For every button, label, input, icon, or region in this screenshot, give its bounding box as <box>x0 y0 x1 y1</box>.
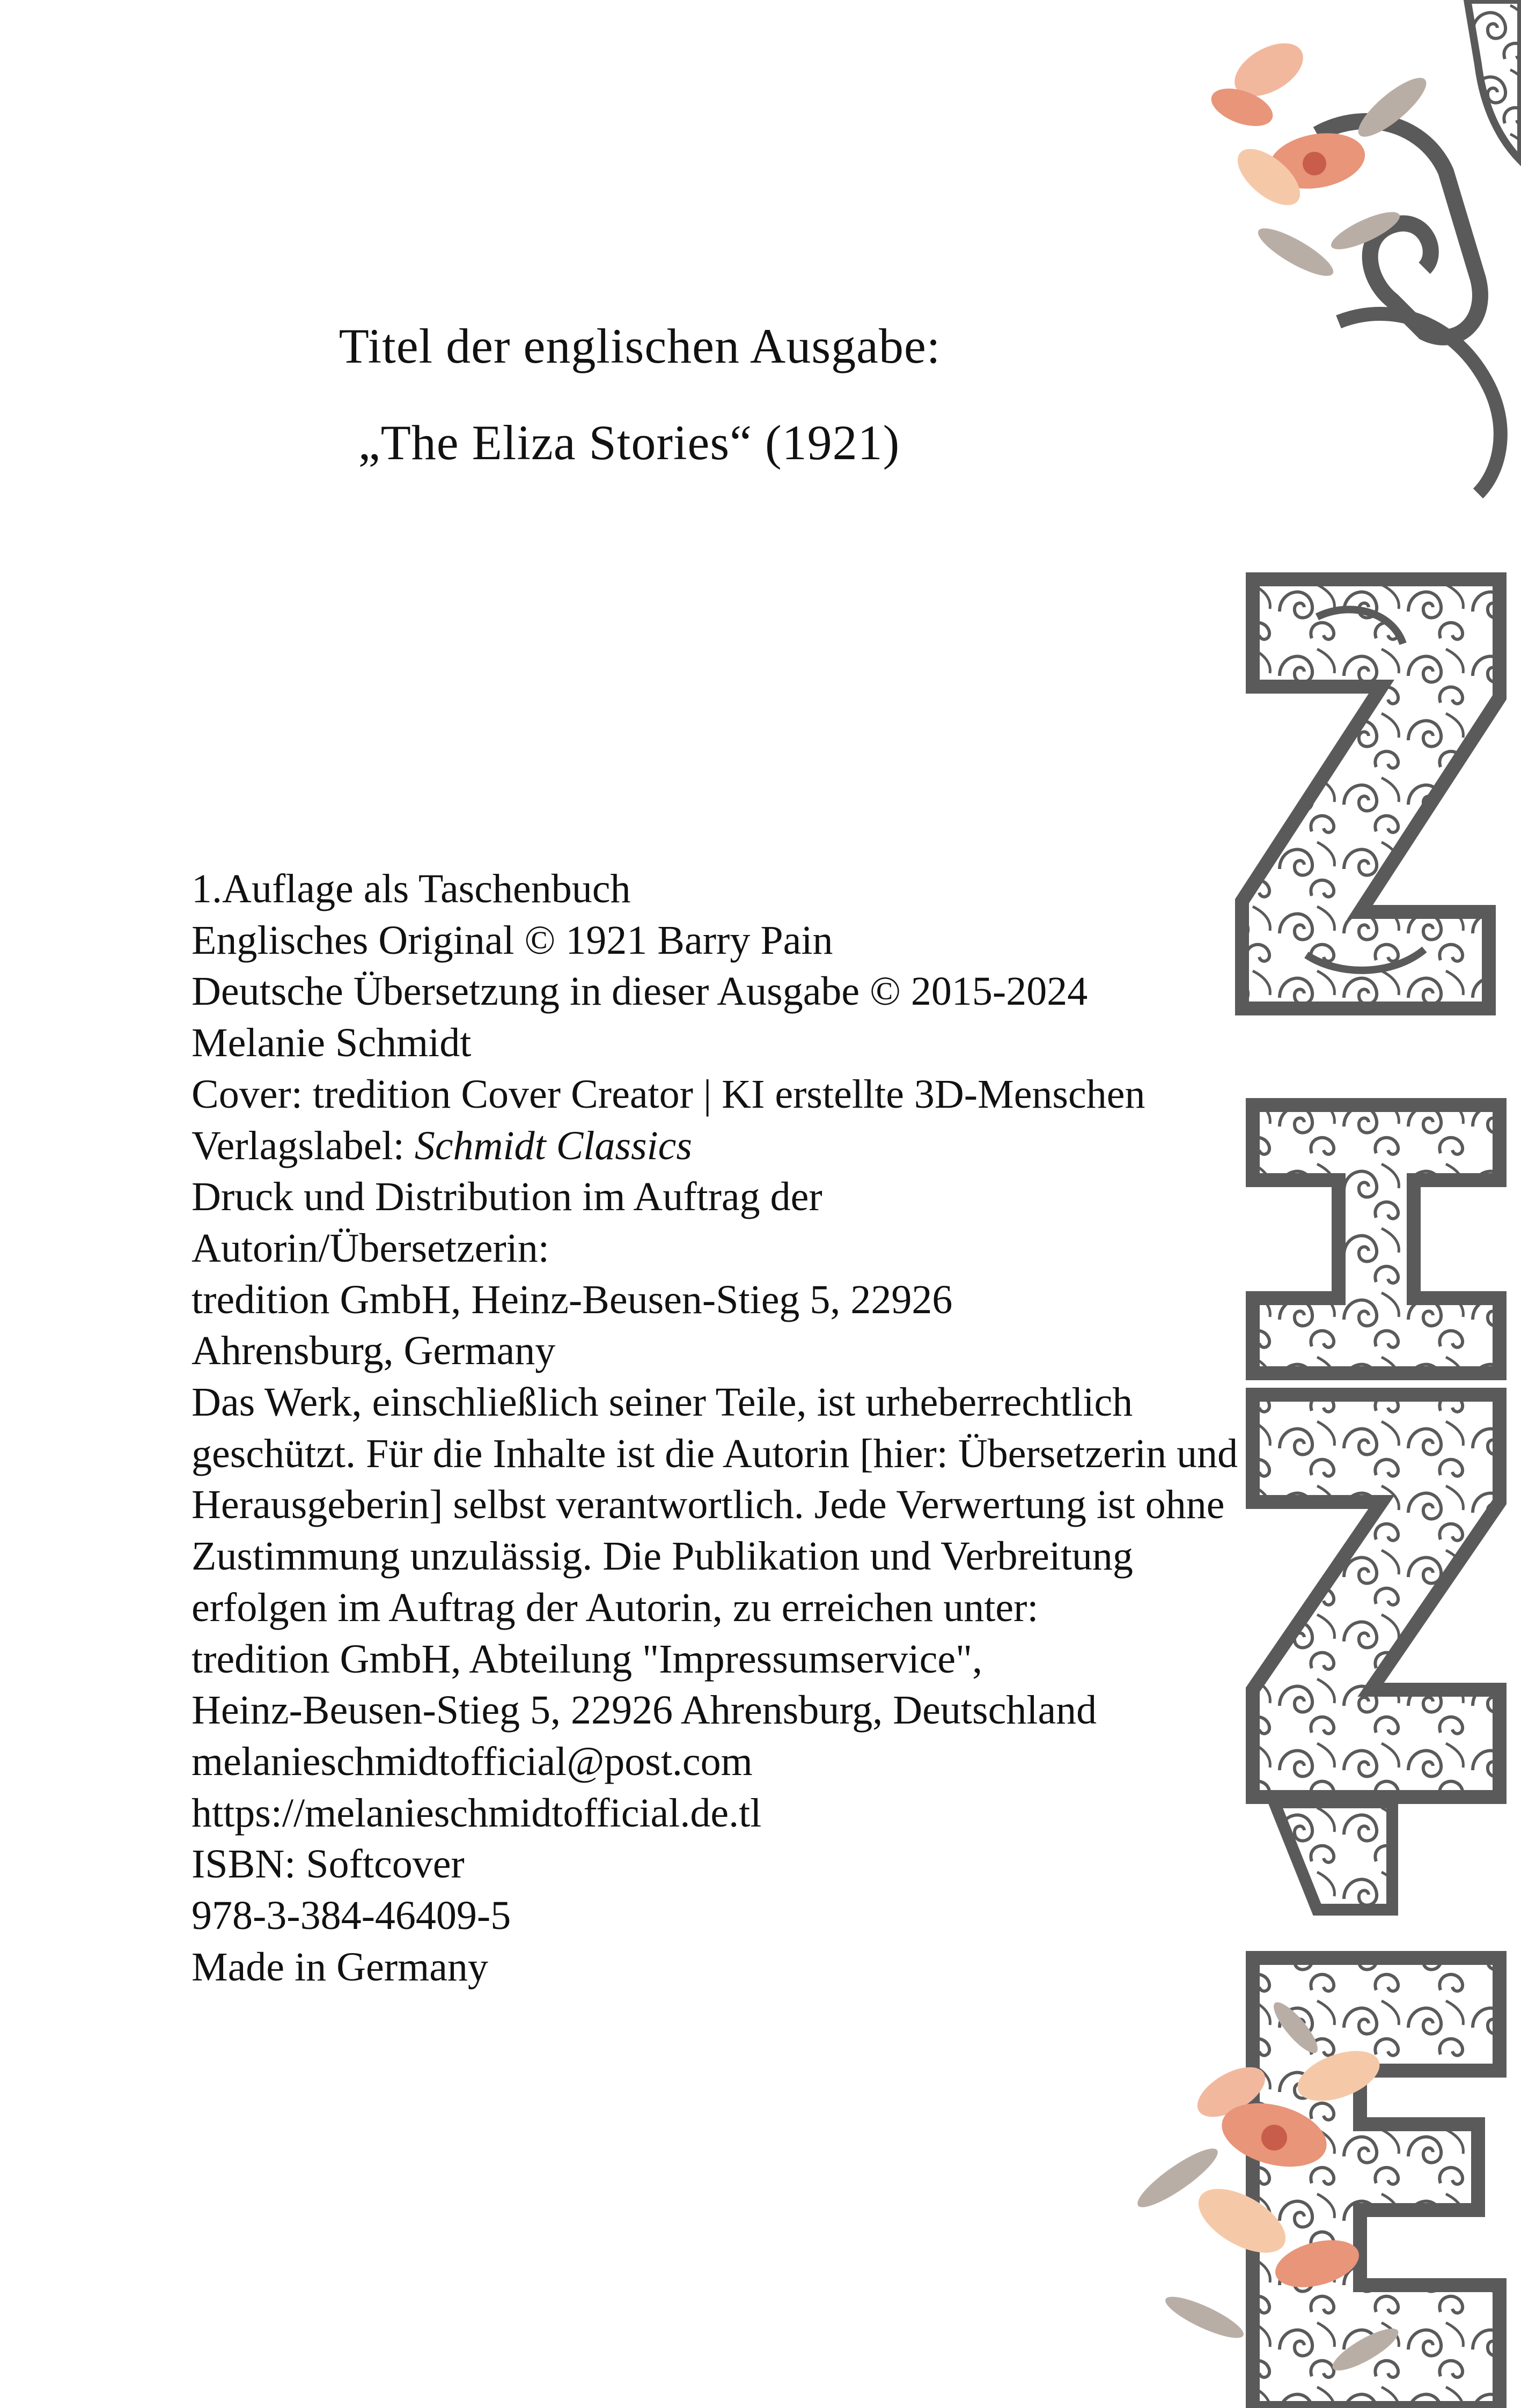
rights-line: tredition GmbH, Abteilung "Impressumservice", <box>192 1636 983 1682</box>
isbn-label: ISBN: Softcover <box>192 1842 465 1887</box>
email-address: melanieschmidtofficial@post.com <box>192 1739 753 1784</box>
flower-cluster-top <box>1206 32 1434 284</box>
original-title-label: Titel der englischen Ausgabe: <box>339 319 941 373</box>
translation-copyright-line: Deutsche Übersetzung in dieser Ausgabe © 2015-2024 <box>192 969 1088 1014</box>
ornament-letter-i <box>1253 1105 1500 1373</box>
original-copyright-line: Englisches Original © 1921 Barry Pain <box>192 917 833 963</box>
rights-line: erfolgen im Auftrag der Autorin, zu erreichen unter: <box>192 1585 1039 1630</box>
rights-line: geschützt. Für die Inhalte ist die Autorin [hier: Übersetzerin und <box>192 1431 1238 1476</box>
ornamental-letters-decoration <box>1017 0 1521 2408</box>
ornament-letter-lower <box>1253 1395 1500 1910</box>
publisher-address-line-1: tredition GmbH, Heinz-Beusen-Stieg 5, 22926 <box>192 1277 953 1322</box>
translator-name: Melanie Schmidt <box>192 1020 472 1066</box>
publisher-address-line-2: Ahrensburg, Germany <box>192 1328 556 1374</box>
cover-credit-line: Cover: tredition Cover Creator | KI erstellte 3D-Menschen <box>192 1071 1145 1117</box>
print-line-2: Autorin/Übersetzerin: <box>192 1225 549 1271</box>
edition-line: 1.Auflage als Taschenbuch <box>192 866 631 911</box>
rights-line: Das Werk, einschließlich seiner Teile, ist urheberrechtlich <box>192 1380 1133 1425</box>
print-line-1: Druck und Distribution im Auftrag der <box>192 1174 822 1220</box>
rights-line: Zustimmung unzulässig. Die Publikation und Verbreitung <box>192 1534 1133 1579</box>
publisher-label-name: Schmidt Classics <box>414 1123 692 1168</box>
website-url: https://melanieschmidtofficial.de.tl <box>192 1790 762 1836</box>
isbn-number: 978-3-384-46409-5 <box>192 1893 511 1939</box>
ornament-letter-z <box>1242 579 1500 1008</box>
rights-line: Herausgeberin] selbst verantwortlich. Jede Verwertung ist ohne <box>192 1482 1225 1528</box>
rights-line: Heinz-Beusen-Stieg 5, 22926 Ahrensburg, Deutschland <box>192 1688 1097 1733</box>
original-title: „The Eliza Stories“ (1921) <box>358 415 900 470</box>
publisher-label-prefix: Verlagslabel: <box>192 1123 415 1168</box>
made-in-line: Made in Germany <box>192 1944 488 1990</box>
